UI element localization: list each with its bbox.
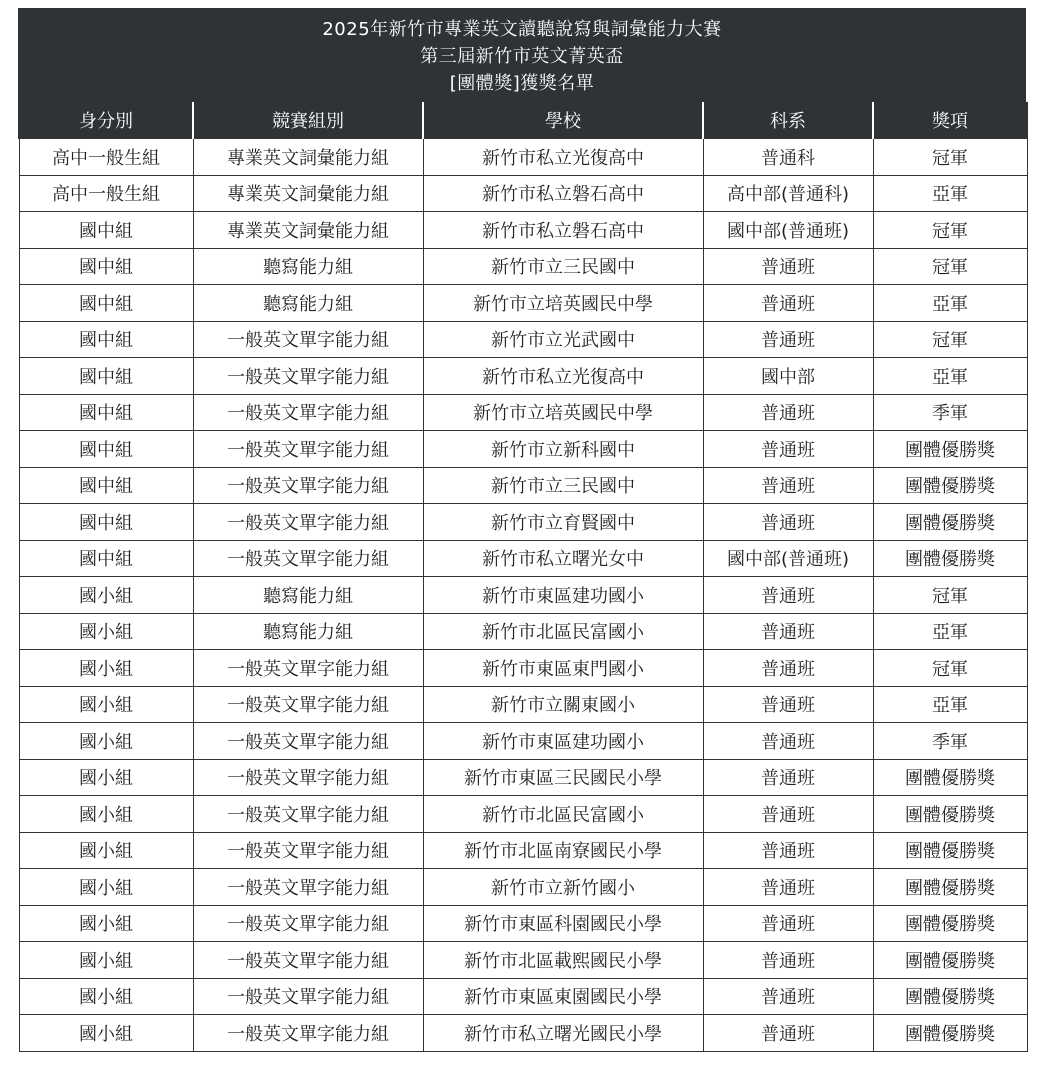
department-cell: 普通班 [703, 613, 873, 650]
award-cell: 冠軍 [873, 212, 1027, 249]
school-cell: 新竹市北區民富國小 [423, 613, 703, 650]
table-row [19, 1015, 1027, 1052]
identity-cell: 國小組 [19, 577, 193, 614]
table-row [19, 394, 1027, 431]
table-row [19, 467, 1027, 504]
award-cell: 團體優勝獎 [873, 1015, 1027, 1052]
title-banner [18, 8, 1026, 102]
identity-cell: 國小組 [19, 796, 193, 833]
identity-cell: 高中一般生組 [19, 175, 193, 212]
identity-cell: 國中組 [19, 467, 193, 504]
school-cell: 新竹市東區建功國小 [423, 577, 703, 614]
award-cell: 亞軍 [873, 686, 1027, 723]
award-cell: 團體優勝獎 [873, 504, 1027, 541]
award-cell: 冠軍 [873, 577, 1027, 614]
award-cell: 季軍 [873, 723, 1027, 760]
division-cell: 聽寫能力組 [193, 613, 423, 650]
award-cell: 團體優勝獎 [873, 942, 1027, 979]
identity-cell: 國小組 [19, 1015, 193, 1052]
award-cell: 團體優勝獎 [873, 467, 1027, 504]
department-cell: 普通科 [703, 139, 873, 176]
table-row [19, 796, 1027, 833]
award-cell: 冠軍 [873, 650, 1027, 687]
department-cell: 普通班 [703, 431, 873, 468]
table-row [19, 723, 1027, 760]
division-cell: 聽寫能力組 [193, 285, 423, 322]
department-cell: 國中部 [703, 358, 873, 395]
school-cell: 新竹市立三民國中 [423, 467, 703, 504]
identity-cell: 國小組 [19, 686, 193, 723]
header-division: 競賽組別 [193, 102, 423, 139]
award-cell: 冠軍 [873, 321, 1027, 358]
identity-cell: 國中組 [19, 431, 193, 468]
table-row [19, 759, 1027, 796]
department-cell: 普通班 [703, 1015, 873, 1052]
school-cell: 新竹市私立光復高中 [423, 139, 703, 176]
table-row [19, 504, 1027, 541]
award-cell: 團體優勝獎 [873, 869, 1027, 906]
division-cell: 一般英文單字能力組 [193, 321, 423, 358]
department-cell: 普通班 [703, 650, 873, 687]
competition-title: 2025年新竹市專業英文讀聽說寫與詞彙能力大賽 [322, 19, 722, 40]
school-cell: 新竹市立光武國中 [423, 321, 703, 358]
department-cell: 普通班 [703, 978, 873, 1015]
department-cell: 普通班 [703, 905, 873, 942]
division-cell: 一般英文單字能力組 [193, 796, 423, 833]
award-cell: 冠軍 [873, 248, 1027, 285]
table-header-row [19, 102, 1027, 139]
school-cell: 新竹市立新竹國小 [423, 869, 703, 906]
school-cell: 新竹市立育賢國中 [423, 504, 703, 541]
school-cell: 新竹市私立曙光女中 [423, 540, 703, 577]
identity-cell: 國小組 [19, 759, 193, 796]
award-cell: 團體優勝獎 [873, 540, 1027, 577]
school-cell: 新竹市東區東園國民小學 [423, 978, 703, 1015]
winners-table [18, 102, 1028, 1052]
department-cell: 高中部(普通科) [703, 175, 873, 212]
header-school: 學校 [423, 102, 703, 139]
school-cell: 新竹市東區東門國小 [423, 650, 703, 687]
division-cell: 一般英文單字能力組 [193, 942, 423, 979]
identity-cell: 國中組 [19, 540, 193, 577]
table-row [19, 540, 1027, 577]
division-cell: 一般英文單字能力組 [193, 723, 423, 760]
division-cell: 一般英文單字能力組 [193, 431, 423, 468]
identity-cell: 國小組 [19, 832, 193, 869]
department-cell: 普通班 [703, 759, 873, 796]
division-cell: 專業英文詞彙能力組 [193, 212, 423, 249]
school-cell: 新竹市立關東國小 [423, 686, 703, 723]
table-row [19, 248, 1027, 285]
identity-cell: 國小組 [19, 650, 193, 687]
award-cell: 冠軍 [873, 139, 1027, 176]
division-cell: 一般英文單字能力組 [193, 358, 423, 395]
award-cell: 團體優勝獎 [873, 905, 1027, 942]
award-cell: 亞軍 [873, 613, 1027, 650]
table-row [19, 613, 1027, 650]
identity-cell: 國小組 [19, 723, 193, 760]
department-cell: 普通班 [703, 869, 873, 906]
division-cell: 一般英文單字能力組 [193, 540, 423, 577]
division-cell: 一般英文單字能力組 [193, 978, 423, 1015]
department-cell: 普通班 [703, 321, 873, 358]
cup-name: 第三屆新竹市英文菁英盃 [420, 46, 624, 67]
header-identity: 身分別 [19, 102, 193, 139]
division-cell: 一般英文單字能力組 [193, 394, 423, 431]
department-cell: 普通班 [703, 723, 873, 760]
division-cell: 一般英文單字能力組 [193, 650, 423, 687]
division-cell: 一般英文單字能力組 [193, 504, 423, 541]
award-cell: 季軍 [873, 394, 1027, 431]
table-row [19, 869, 1027, 906]
table-row [19, 321, 1027, 358]
identity-cell: 國中組 [19, 358, 193, 395]
department-cell: 普通班 [703, 467, 873, 504]
division-cell: 專業英文詞彙能力組 [193, 175, 423, 212]
award-cell: 亞軍 [873, 175, 1027, 212]
award-cell: 亞軍 [873, 358, 1027, 395]
identity-cell: 國中組 [19, 394, 193, 431]
identity-cell: 國中組 [19, 321, 193, 358]
award-cell: 團體優勝獎 [873, 796, 1027, 833]
table-row [19, 832, 1027, 869]
school-cell: 新竹市私立磐石高中 [423, 212, 703, 249]
award-list-sheet [18, 8, 1026, 1052]
identity-cell: 國中組 [19, 285, 193, 322]
table-row [19, 285, 1027, 322]
table-row [19, 358, 1027, 395]
division-cell: 一般英文單字能力組 [193, 467, 423, 504]
department-cell: 普通班 [703, 577, 873, 614]
header-award: 獎項 [873, 102, 1027, 139]
table-row [19, 686, 1027, 723]
school-cell: 新竹市私立磐石高中 [423, 175, 703, 212]
department-cell: 普通班 [703, 248, 873, 285]
school-cell: 新竹市立培英國民中學 [423, 394, 703, 431]
header-department: 科系 [703, 102, 873, 139]
division-cell: 一般英文單字能力組 [193, 759, 423, 796]
table-row [19, 978, 1027, 1015]
award-cell: 團體優勝獎 [873, 759, 1027, 796]
school-cell: 新竹市私立曙光國民小學 [423, 1015, 703, 1052]
school-cell: 新竹市私立光復高中 [423, 358, 703, 395]
division-cell: 聽寫能力組 [193, 248, 423, 285]
department-cell: 普通班 [703, 285, 873, 322]
department-cell: 普通班 [703, 394, 873, 431]
identity-cell: 國小組 [19, 905, 193, 942]
table-row [19, 175, 1027, 212]
award-cell: 亞軍 [873, 285, 1027, 322]
table-row [19, 577, 1027, 614]
school-cell: 新竹市立三民國中 [423, 248, 703, 285]
table-row [19, 431, 1027, 468]
division-cell: 一般英文單字能力組 [193, 869, 423, 906]
table-row [19, 139, 1027, 176]
school-cell: 新竹市立培英國民中學 [423, 285, 703, 322]
school-cell: 新竹市北區民富國小 [423, 796, 703, 833]
division-cell: 聽寫能力組 [193, 577, 423, 614]
department-cell: 國中部(普通班) [703, 540, 873, 577]
division-cell: 一般英文單字能力組 [193, 905, 423, 942]
identity-cell: 國小組 [19, 869, 193, 906]
table-body [19, 139, 1027, 1052]
table-row [19, 212, 1027, 249]
school-cell: 新竹市東區科園國民小學 [423, 905, 703, 942]
division-cell: 一般英文單字能力組 [193, 1015, 423, 1052]
award-cell: 團體優勝獎 [873, 978, 1027, 1015]
table-row [19, 905, 1027, 942]
identity-cell: 國小組 [19, 942, 193, 979]
award-cell: 團體優勝獎 [873, 431, 1027, 468]
department-cell: 普通班 [703, 796, 873, 833]
division-cell: 專業英文詞彙能力組 [193, 139, 423, 176]
department-cell: 普通班 [703, 504, 873, 541]
identity-cell: 國小組 [19, 978, 193, 1015]
department-cell: 普通班 [703, 832, 873, 869]
department-cell: 普通班 [703, 942, 873, 979]
list-subtitle: [團體獎]獲獎名單 [449, 73, 595, 94]
award-cell: 團體優勝獎 [873, 832, 1027, 869]
department-cell: 國中部(普通班) [703, 212, 873, 249]
department-cell: 普通班 [703, 686, 873, 723]
division-cell: 一般英文單字能力組 [193, 686, 423, 723]
division-cell: 一般英文單字能力組 [193, 832, 423, 869]
school-cell: 新竹市立新科國中 [423, 431, 703, 468]
identity-cell: 國小組 [19, 613, 193, 650]
school-cell: 新竹市北區載熙國民小學 [423, 942, 703, 979]
school-cell: 新竹市東區建功國小 [423, 723, 703, 760]
school-cell: 新竹市東區三民國民小學 [423, 759, 703, 796]
table-row [19, 942, 1027, 979]
table-row [19, 650, 1027, 687]
identity-cell: 國中組 [19, 248, 193, 285]
school-cell: 新竹市北區南寮國民小學 [423, 832, 703, 869]
identity-cell: 國中組 [19, 212, 193, 249]
identity-cell: 國中組 [19, 504, 193, 541]
identity-cell: 高中一般生組 [19, 139, 193, 176]
